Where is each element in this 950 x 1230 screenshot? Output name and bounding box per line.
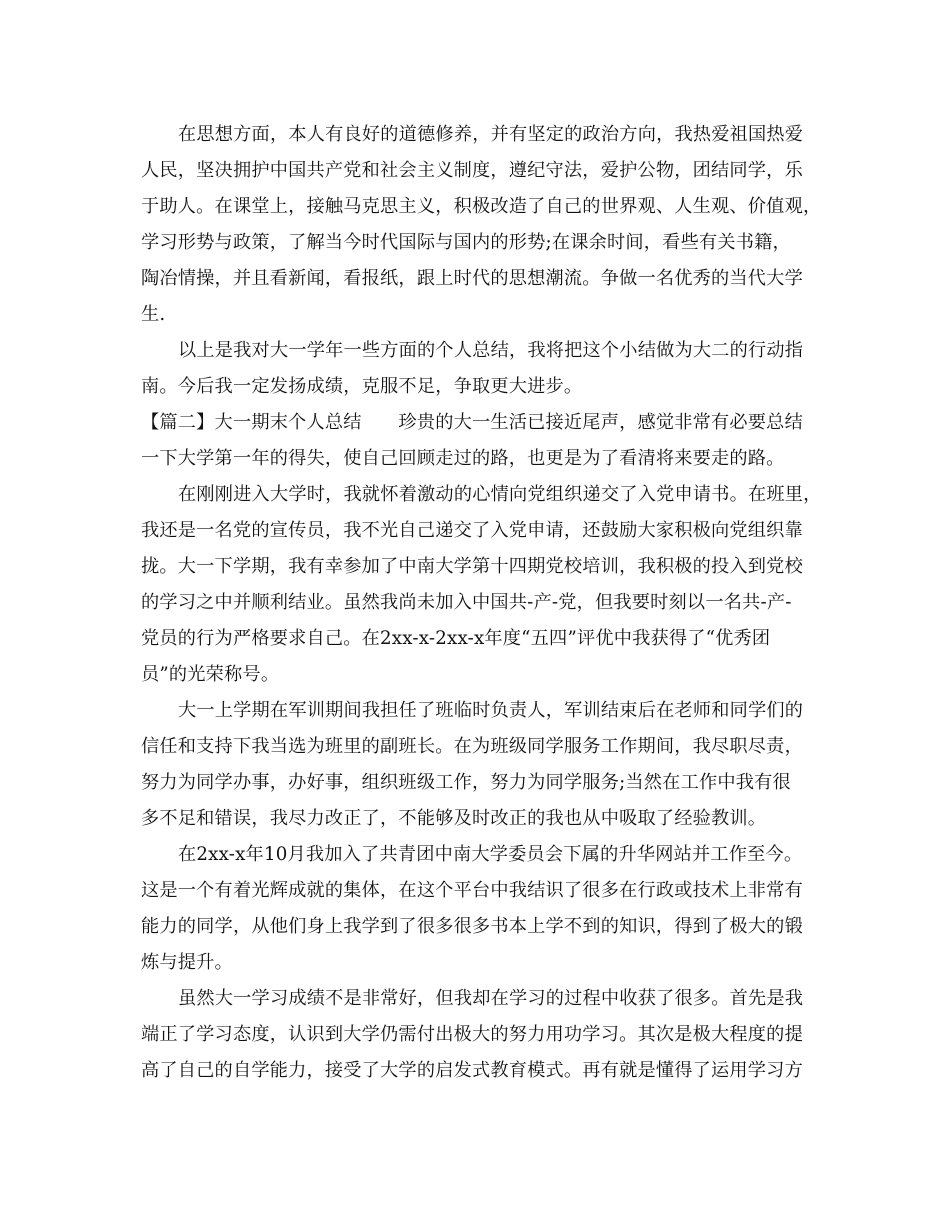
paragraph-line: 端正了学习态度，认识到大学仍需付出极大的努力用功学习。其次是极大程度的提 [141,1024,803,1045]
paragraph-line: 高了自己的自学能力，接受了大学的启发式教育模式。再有就是懂得了运用学习方 [141,1060,803,1081]
paragraph-line: 南。今后我一定发扬成绩，克服不足，争取更大进步。 [141,376,583,397]
paragraph-line: 一下大学第一年的得失，使自己回顾走过的路，也更是为了看清将来要走的路。 [141,448,785,469]
section-heading-line: 【篇二】大一期末个人总结 珍贵的大一生活已接近尾声，感觉非常有必要总结 [141,412,803,433]
paragraph-line: 人民，坚决拥护中国共产党和社会主义制度，遵纪守法，爱护公物，团结同学，乐 [141,160,803,181]
paragraph-line: 我还是一名党的宣传员，我不光自己递交了入党申请，还鼓励大家积极向党组织靠 [141,520,803,541]
paragraph-line: 虽然大一学习成绩不是非常好，但我却在学习的过程中收获了很多。首先是我 [178,988,804,1009]
paragraph-line: 的学习之中并顺利结业。虽然我尚未加入中国共-产-党，但我要时刻以一名共-产- [141,592,792,613]
paragraph-line: 努力为同学办事，办好事，组织班级工作，努力为同学服务;当然在工作中我有很 [141,772,791,793]
paragraph-line: 以上是我对大一学年一些方面的个人总结，我将把这个小结做为大二的行动指 [178,340,804,361]
paragraph-line: 学习形势与政策，了解当今时代国际与国内的形势;在课余时间，看些有关书籍， [141,232,791,253]
paragraph-line: 在思想方面，本人有良好的道德修养，并有坚定的政治方向，我热爱祖国热爱 [178,124,804,145]
paragraph-line: 员”的光荣称号。 [141,664,280,685]
paragraph-line: 拢。大一下学期，我有幸参加了中南大学第十四期党校培训，我积极的投入到党校 [141,556,803,577]
paragraph-line: 大一上学期在军训期间我担任了班临时负责人，军训结束后在老师和同学们的 [178,700,804,721]
paragraph-line: 在刚刚进入大学时，我就怀着激动的心情向党组织递交了入党申请书。在班里， [178,484,822,505]
paragraph-line: 信任和支持下我当选为班里的副班长。在为班级同学服务工作期间，我尽职尽责， [141,736,803,757]
paragraph-line: 能力的同学，从他们身上我学到了很多很多书本上学不到的知识，得到了极大的锻 [141,916,803,937]
paragraph-line: 党员的行为严格要求自己。在2xx-x-2xx-x年度“五四”评优中我获得了“优秀团 [141,628,771,649]
paragraph-line: 于助人。在课堂上，接触马克思主义，积极改造了自己的世界观、人生观、价值观， [141,196,822,217]
paragraph-line: 生. [141,304,166,325]
paragraph-line: 炼与提升。 [141,952,233,973]
paragraph-line: 多不足和错误，我尽力改正了，不能够及时改正的我也从中吸取了经验教训。 [141,808,767,829]
paragraph-line: 在2xx-x年10月我加入了共青团中南大学委员会下属的升华网站并工作至今。 [178,844,803,865]
paragraph-line: 这是一个有着光辉成就的集体，在这个平台中我结识了很多在行政或技术上非常有 [141,880,803,901]
paragraph-line: 陶冶情操，并且看新闻，看报纸，跟上时代的思想潮流。争做一名优秀的当代大学 [141,268,803,289]
